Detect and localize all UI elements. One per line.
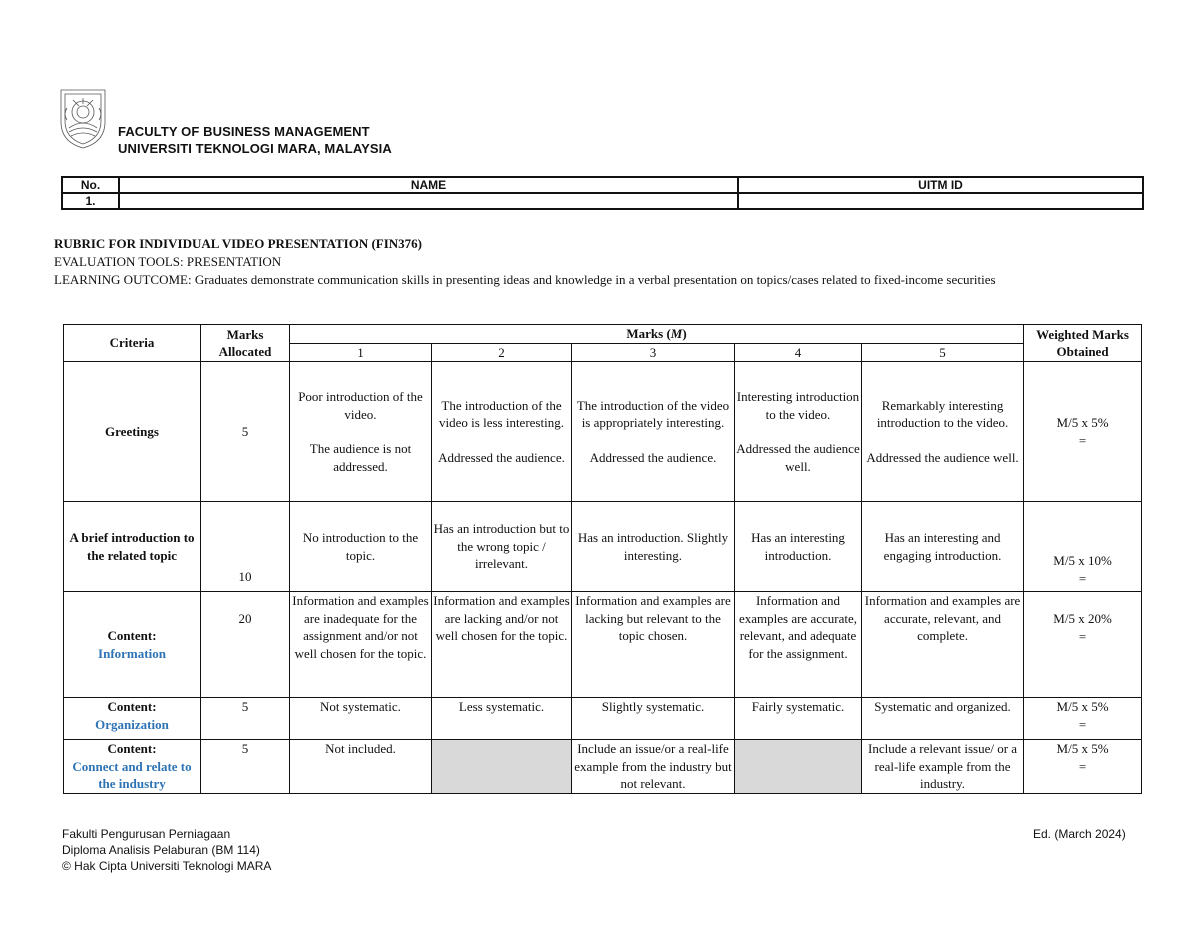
faculty-name: FACULTY OF BUSINESS MANAGEMENT — [118, 124, 370, 139]
criteria-cell: Greetings — [64, 362, 201, 502]
level-2-header: 2 — [432, 343, 572, 362]
level-2-cell: Has an introduction but to the wrong topic / irrelevant. — [432, 502, 572, 592]
weighted-marks-cell[interactable] — [1024, 740, 1142, 794]
level-5-cell — [862, 362, 1024, 502]
level-2-text-a: The introduction of the video is less interesting. — [439, 397, 564, 431]
criteria-cell — [64, 698, 201, 740]
criteria-cell — [64, 740, 201, 794]
level-4-cell: Fairly systematic. — [735, 698, 862, 740]
level-5-cell: Include a relevant issue/ or a real-life example from the industry. — [862, 740, 1024, 794]
weighted-formula: M/5 x 20% — [1053, 611, 1112, 626]
level-5-cell: Has an interesting and engaging introduction. — [862, 502, 1024, 592]
rubric-title: RUBRIC FOR INDIVIDUAL VIDEO PRESENTATION (FIN376) — [54, 236, 423, 251]
rubric-row-organization — [64, 698, 1142, 740]
weighted-marks-cell[interactable] — [1024, 698, 1142, 740]
weighted-equals: = — [1078, 716, 1087, 732]
level-2-cell: Less systematic. — [432, 698, 572, 740]
level-2-cell — [432, 362, 572, 502]
level-4-cell: Has an interesting introduction. — [735, 502, 862, 592]
level-5-header: 5 — [862, 343, 1024, 362]
level-3-text-a: The introduction of the video is appropriately interesting. — [576, 397, 730, 431]
rubric-info — [54, 235, 1154, 289]
marks-allocated-cell: 5 — [201, 698, 290, 740]
weighted-formula: M/5 x 10% — [1053, 553, 1112, 568]
criteria-cell: A brief introduction to the related topic — [64, 502, 201, 592]
weighted-marks-cell[interactable] — [1024, 592, 1142, 698]
level-4-header: 4 — [735, 343, 862, 362]
footer-left — [62, 826, 271, 874]
criteria-label: Content: — [107, 699, 157, 714]
col-name-header: NAME — [119, 177, 738, 193]
level-3-cell: Include an issue/or a real-life example from the industry but not relevant. — [572, 740, 735, 794]
level-1-cell: No introduction to the topic. — [290, 502, 432, 592]
weighted-equals: = — [1078, 432, 1087, 448]
marks-allocated-line1: Marks — [226, 326, 264, 342]
level-4-text-a: Interesting introduction to the video. — [736, 389, 860, 422]
footer-faculty: Fakulti Pengurusan Perniagaan — [62, 827, 231, 841]
col-id-header: UITM ID — [738, 177, 1143, 193]
rubric-row-information — [64, 592, 1142, 698]
rubric-row-greetings — [64, 362, 1142, 502]
level-1-cell: Not included. — [290, 740, 432, 794]
level-3-cell: Information and examples are lacking but relevant to the topic chosen. — [572, 592, 735, 698]
criteria-cell — [64, 592, 201, 698]
level-2-cell: Information and examples are lacking and/or not well chosen for the topic. — [432, 592, 572, 698]
level-1-text-b: The audience is not addressed. — [309, 441, 412, 474]
level-2-cell-shaded — [432, 740, 572, 794]
uitm-id-cell[interactable] — [738, 193, 1143, 209]
marks-allocated-cell: 20 — [201, 592, 290, 698]
marks-allocated-cell: 5 — [201, 740, 290, 794]
student-table-row — [62, 193, 1143, 209]
marks-suffix: ) — [682, 326, 687, 341]
weighted-equals: = — [1078, 570, 1087, 586]
weighted-marks-cell[interactable] — [1024, 502, 1142, 592]
level-1-text-a: Poor introduction of the video. — [298, 389, 423, 422]
level-5-text-a: Remarkably interesting introduction to the video. — [876, 397, 1009, 431]
criteria-sublabel: Connect and relate to the industry — [72, 758, 192, 791]
student-table — [61, 176, 1144, 210]
footer-program: Diploma Analisis Pelaburan (BM 114) — [62, 843, 260, 857]
marks-allocated-header — [201, 325, 290, 362]
marks-allocated-line2: Allocated — [218, 344, 272, 359]
marks-prefix: Marks ( — [626, 326, 671, 341]
learning-outcome-label: LEARNING OUTCOME: — [54, 272, 192, 287]
weighted-marks-cell[interactable] — [1024, 362, 1142, 502]
level-4-text-b: Addressed the audience well. — [736, 441, 860, 474]
weighted-equals: = — [1078, 758, 1087, 774]
criteria-header: Criteria — [64, 325, 201, 362]
weighted-header-line2: Obtained — [1056, 344, 1109, 359]
level-2-text-b: Addressed the audience. — [438, 449, 565, 465]
student-table-header-row — [62, 177, 1143, 193]
criteria-label: Content: — [107, 741, 157, 756]
criteria-sublabel: Organization — [95, 716, 169, 732]
level-1-cell: Information and examples are inadequate for the assignment and/or not well chosen for the topic. — [290, 592, 432, 698]
criteria-label: Content: — [107, 628, 157, 643]
institution-header — [118, 123, 392, 157]
marks-m-header — [290, 325, 1024, 344]
university-name: UNIVERSITI TEKNOLOGI MARA, MALAYSIA — [118, 141, 392, 156]
weighted-marks-header — [1024, 325, 1142, 362]
weighted-header-line1: Weighted Marks — [1036, 326, 1129, 342]
level-4-cell — [735, 362, 862, 502]
level-3-text-b: Addressed the audience. — [589, 449, 717, 465]
weighted-equals: = — [1078, 628, 1087, 644]
weighted-formula: M/5 x 5% — [1056, 699, 1109, 714]
level-5-text-b: Addressed the audience well. — [866, 449, 1019, 465]
rubric-header-row — [64, 325, 1142, 344]
level-1-cell: Not systematic. — [290, 698, 432, 740]
learning-outcome-text: Graduates demonstrate communication skills in presenting ideas and knowledge in a verbal presentation on topics/cases related to fixed-income securities — [191, 272, 996, 287]
level-3-cell: Has an introduction. Slightly interesting. — [572, 502, 735, 592]
name-cell[interactable] — [119, 193, 738, 209]
uitm-crest-icon — [55, 88, 111, 150]
criteria-sublabel: Information — [98, 645, 166, 661]
level-3-cell: Slightly systematic. — [572, 698, 735, 740]
level-1-cell — [290, 362, 432, 502]
level-4-cell: Information and examples are accurate, relevant, and adequate for the assignment. — [735, 592, 862, 698]
marks-allocated-cell: 10 — [201, 502, 290, 592]
evaluation-tools: EVALUATION TOOLS: PRESENTATION — [54, 254, 282, 269]
level-4-cell-shaded — [735, 740, 862, 794]
level-1-header: 1 — [290, 343, 432, 362]
row-number: 1. — [62, 193, 119, 209]
level-3-cell — [572, 362, 735, 502]
level-3-header: 3 — [572, 343, 735, 362]
footer-copyright: © Hak Cipta Universiti Teknologi MARA — [62, 859, 272, 873]
level-5-cell: Information and examples are accurate, relevant, and complete. — [862, 592, 1024, 698]
rubric-row-industry — [64, 740, 1142, 794]
marks-m: M — [670, 326, 683, 341]
level-5-cell: Systematic and organized. — [862, 698, 1024, 740]
marks-allocated-cell: 5 — [201, 362, 290, 502]
rubric-row-introduction — [64, 502, 1142, 592]
learning-outcome — [54, 271, 1154, 289]
weighted-formula: M/5 x 5% — [1056, 741, 1109, 756]
footer-edition: Ed. (March 2024) — [1033, 827, 1126, 841]
weighted-formula: M/5 x 5% — [1056, 415, 1109, 430]
rubric-table — [63, 324, 1142, 794]
col-no-header: No. — [62, 177, 119, 193]
